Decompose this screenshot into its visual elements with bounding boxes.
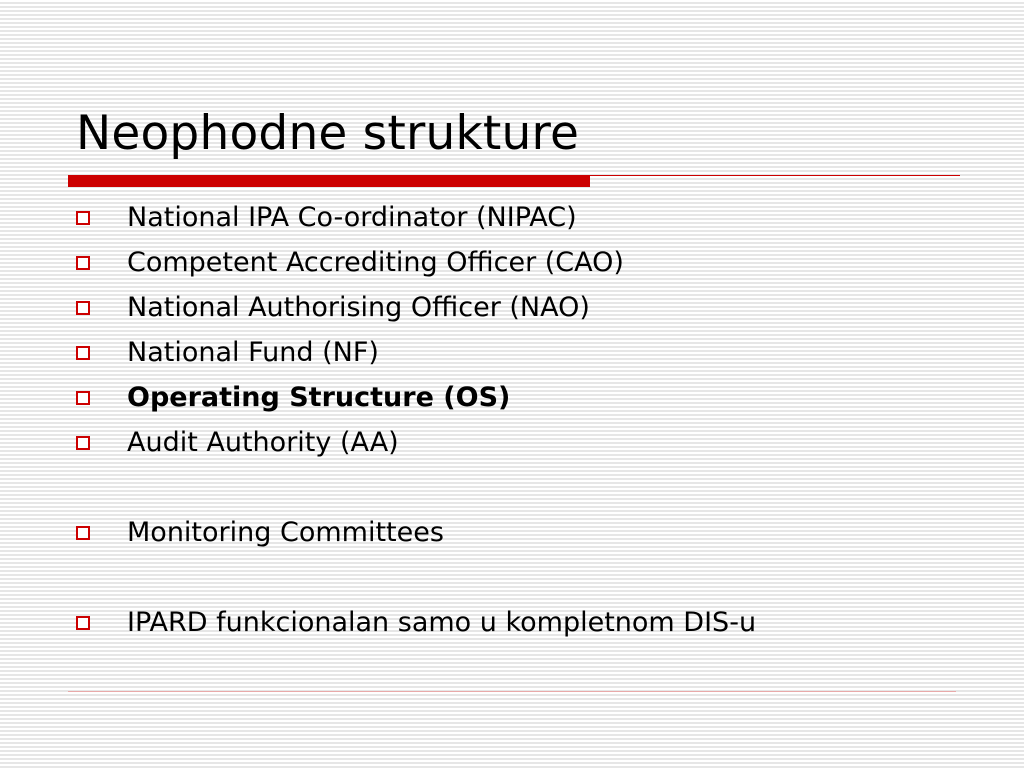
bullet-item-nf [76, 333, 379, 373]
slide-title: Neophodne strukture [76, 106, 580, 161]
bullet-item-ipard [76, 603, 756, 643]
bullet-item-nao [76, 288, 590, 328]
bullet-square-icon [76, 436, 90, 450]
bullet-square-icon [76, 211, 90, 225]
bullet-text: Operating Structure (OS) [127, 382, 511, 413]
bullet-text: IPARD funkcionalan samo u kompletnom DIS-u [127, 607, 757, 638]
bottom-rule [68, 691, 956, 692]
title-underline-thick [68, 175, 590, 187]
bullet-item-monitoring [76, 513, 444, 553]
bullet-text: Monitoring Committees [127, 517, 444, 548]
bullet-text: National Authorising Officer (NAO) [127, 292, 590, 323]
bullet-square-icon [76, 526, 90, 540]
bullet-square-icon [76, 301, 90, 315]
bullet-text: Audit Authority (AA) [127, 427, 399, 458]
bullet-square-icon [76, 391, 90, 405]
bullet-square-icon [76, 256, 90, 270]
title-underline-thin [590, 175, 960, 176]
bullet-text: National IPA Co-ordinator (NIPAC) [127, 202, 577, 233]
bullet-square-icon [76, 616, 90, 630]
bullet-text: National Fund (NF) [127, 337, 379, 368]
bullet-item-cao [76, 243, 624, 283]
bullet-item-nipac [76, 198, 577, 238]
bullet-square-icon [76, 346, 90, 360]
bullet-item-os [76, 378, 510, 418]
bullet-item-aa [76, 423, 399, 463]
bullet-text: Competent Accrediting Officer (CAO) [127, 247, 624, 278]
